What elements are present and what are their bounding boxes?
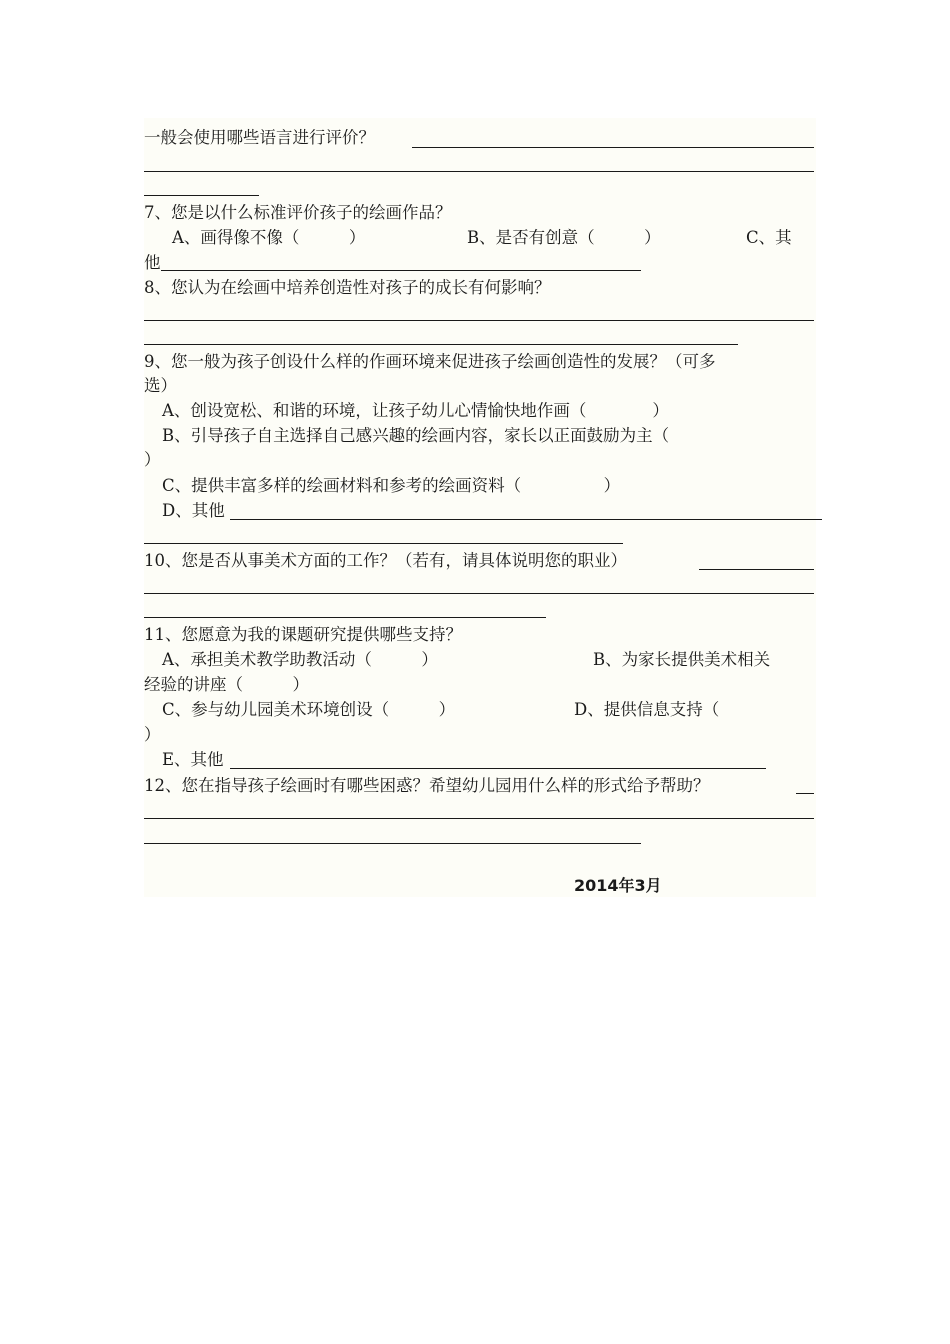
q9-option-a[interactable]: A、创设宽松、和谐的环境，让孩子幼儿心情愉快地作画（ ） xyxy=(162,401,669,420)
q9-option-b-cont: ） xyxy=(144,450,161,469)
q11-option-c[interactable]: C、参与幼儿园美术环境创设（ ） xyxy=(162,700,456,719)
q9-option-b[interactable]: B、引导孩子自主选择自己感兴趣的绘画内容，家长以正面鼓励为主（ xyxy=(162,426,670,445)
q9-option-d[interactable]: D、其他 xyxy=(162,501,225,520)
q8-title: 8、您认为在绘画中培养创造性对孩子的成长有何影响？ xyxy=(144,278,551,297)
footer-date: 2014年3月 xyxy=(574,876,662,895)
q7-option-c-cont: 他 xyxy=(144,253,161,272)
q6-answer-line[interactable] xyxy=(144,195,259,196)
q8-answer-line[interactable] xyxy=(144,344,738,345)
q11-title: 11、您愿意为我的课题研究提供哪些支持？ xyxy=(144,625,462,644)
q6-language-prompt: 一般会使用哪些语言进行评价？ xyxy=(144,128,375,147)
q11-option-a[interactable]: A、承担美术教学助教活动（ ） xyxy=(162,650,438,669)
q10-answer-line[interactable] xyxy=(144,593,814,594)
q10-answer-line[interactable] xyxy=(699,569,814,570)
q11-option-b[interactable]: B、为家长提供美术相关 xyxy=(593,650,771,669)
q9-option-c[interactable]: C、提供丰富多样的绘画材料和参考的绘画资料（ ） xyxy=(162,476,621,495)
q11-option-b-cont: 经验的讲座（ ） xyxy=(144,675,309,694)
q10-answer-line[interactable] xyxy=(144,617,546,618)
q9-title-cont: 选） xyxy=(144,376,177,395)
q7-other-line[interactable] xyxy=(161,270,641,271)
q11-option-d-cont: ） xyxy=(144,725,161,744)
q11-other-line[interactable] xyxy=(230,768,766,769)
q12-answer-line[interactable] xyxy=(796,793,814,794)
q9-title: 9、您一般为孩子创设什么样的作画环境来促进孩子绘画创造性的发展？（可多 xyxy=(144,352,716,371)
q7-option-a[interactable]: A、画得像不像（ ） xyxy=(172,228,366,247)
q12-title: 12、您在指导孩子绘画时有哪些困惑？希望幼儿园用什么样的形式给予帮助？ xyxy=(144,776,710,795)
q7-title: 7、您是以什么标准评价孩子的绘画作品？ xyxy=(144,203,452,222)
q12-answer-line[interactable] xyxy=(144,818,814,819)
q9-other-line[interactable] xyxy=(144,543,623,544)
questionnaire-page xyxy=(144,118,816,897)
q8-answer-line[interactable] xyxy=(144,320,814,321)
q11-option-e[interactable]: E、其他 xyxy=(162,750,224,769)
q7-option-b[interactable]: B、是否有创意（ ） xyxy=(467,228,661,247)
q12-answer-line[interactable] xyxy=(144,843,641,844)
q7-option-c[interactable]: C、其 xyxy=(746,228,792,247)
q6-answer-line[interactable] xyxy=(144,171,814,172)
q10-title: 10、您是否从事美术方面的工作？（若有，请具体说明您的职业） xyxy=(144,551,627,570)
q9-other-line[interactable] xyxy=(230,519,822,520)
q6-answer-line[interactable] xyxy=(412,147,814,148)
q11-option-d[interactable]: D、提供信息支持（ xyxy=(574,700,720,719)
